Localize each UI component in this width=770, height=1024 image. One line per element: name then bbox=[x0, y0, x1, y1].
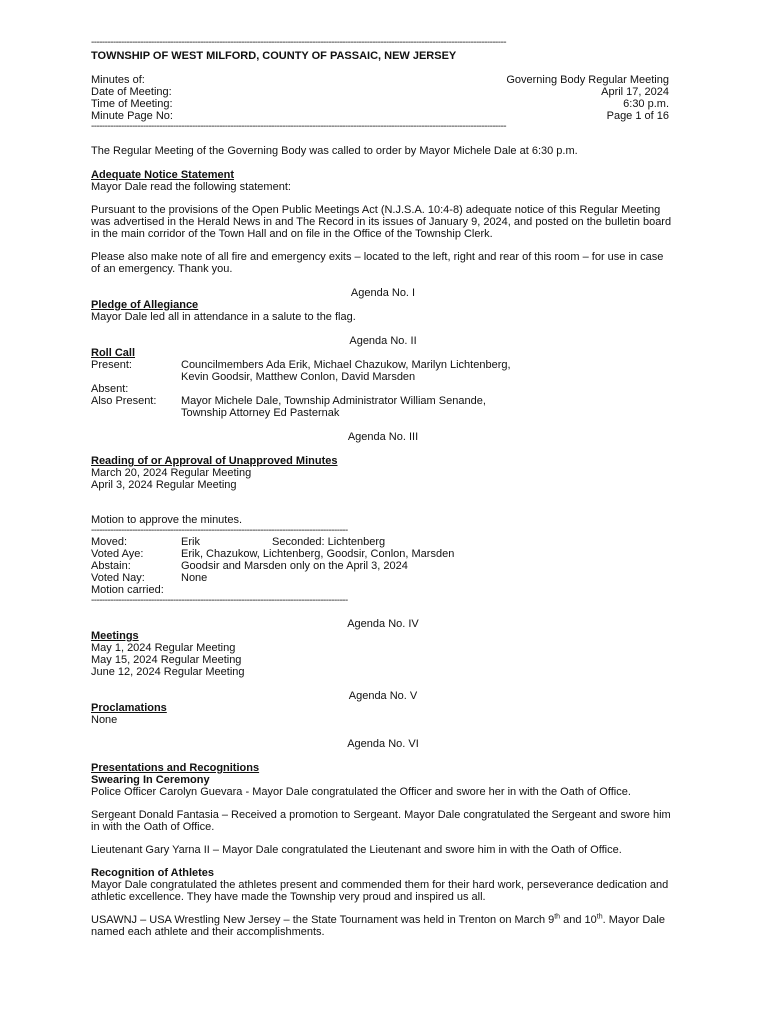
subsection-heading: Recognition of Athletes bbox=[91, 867, 215, 879]
meeting-meta bbox=[91, 74, 675, 122]
meta-label: Time of Meeting: bbox=[91, 98, 173, 110]
roll-value-line: Councilmembers Ada Erik, Michael Chazukow, Marilyn Lichtenberg, bbox=[181, 359, 511, 371]
meta-value: Page 1 of 16 bbox=[606, 110, 669, 122]
divider: ---------------------------------------------------------------------------------------------- bbox=[91, 596, 348, 606]
meta-label: Minutes of: bbox=[91, 74, 145, 86]
minutes-item: March 20, 2024 Regular Meeting bbox=[91, 467, 252, 479]
pledge-text: Mayor Dale led all in attendance in a salute to the flag. bbox=[91, 311, 356, 323]
meta-value: April 17, 2024 bbox=[601, 86, 669, 98]
section-heading: Roll Call bbox=[91, 347, 136, 359]
subsection-heading: Swearing In Ceremony bbox=[91, 774, 210, 786]
minutes-item: April 3, 2024 Regular Meeting bbox=[91, 479, 237, 491]
meetings-section bbox=[91, 630, 675, 678]
roll-value-line: Township Attorney Ed Pasternak bbox=[181, 407, 340, 419]
notice-lead: Mayor Dale read the following statement: bbox=[91, 181, 291, 193]
meta-label: Minute Page No: bbox=[91, 110, 173, 122]
presentation-paragraph: Mayor Dale congratulated the athletes present and commended them for their hard work, perseverance dedication and athletic excellence. They have made the Township very proud and inspired us all. bbox=[91, 879, 669, 903]
vote-row-moved bbox=[91, 536, 675, 548]
divider: -------------------------------------------------------------------------------------------------------------------------------------------------------- bbox=[91, 38, 506, 48]
presentations-section bbox=[91, 762, 675, 938]
vote-seconded: Seconded: Lichtenberg bbox=[272, 536, 386, 548]
motion-text: Motion to approve the minutes. bbox=[91, 514, 243, 526]
document-title: TOWNSHIP OF WEST MILFORD, COUNTY OF PASSAIC, NEW JERSEY bbox=[91, 50, 457, 62]
roll-value bbox=[181, 395, 675, 419]
text-run: and 10 bbox=[560, 914, 597, 926]
meeting-item: May 15, 2024 Regular Meeting bbox=[91, 654, 242, 666]
roll-label: Also Present: bbox=[91, 395, 157, 407]
proclamations-section bbox=[91, 702, 675, 726]
meta-row-minutes-of bbox=[91, 74, 675, 86]
meta-value: 6:30 p.m. bbox=[623, 98, 669, 110]
meta-value: Governing Body Regular Meeting bbox=[506, 74, 669, 86]
motion-carried: Motion carried: bbox=[91, 584, 164, 596]
agenda-number: Agenda No. I bbox=[350, 287, 416, 299]
superscript: th bbox=[554, 913, 561, 921]
meeting-item: May 1, 2024 Regular Meeting bbox=[91, 642, 236, 654]
roll-row-absent bbox=[91, 383, 675, 395]
meta-label: Date of Meeting: bbox=[91, 86, 172, 98]
text-run: . Mayor Dale named each athlete and their accomplishments. bbox=[91, 914, 665, 938]
roll-value bbox=[181, 359, 675, 383]
presentation-paragraph: Sergeant Donald Fantasia – Received a promotion to Sergeant. Mayor Dale congratulated the Sergeant and swore him in with the Oath of Office. bbox=[91, 809, 671, 833]
agenda-number: Agenda No. IV bbox=[347, 618, 419, 630]
proclamations-text: None bbox=[91, 714, 118, 726]
presentation-paragraph bbox=[91, 914, 675, 938]
text-run: USAWNJ – USA Wrestling New Jersey – the State Tournament was held in Trenton on March 9 bbox=[91, 914, 555, 926]
vote-value: None bbox=[181, 572, 208, 584]
vote-value: Erik, Chazukow, Lichtenberg, Goodsir, Conlon, Marsden bbox=[181, 548, 455, 560]
vote-label: Abstain: bbox=[91, 560, 131, 572]
intro-text: The Regular Meeting of the Governing Body was called to order by Mayor Michele Dale at 6:30 p.m. bbox=[91, 145, 578, 157]
agenda-number: Agenda No. III bbox=[347, 431, 419, 443]
agenda-number: Agenda No. II bbox=[349, 335, 417, 347]
section-heading: Presentations and Recognitions bbox=[91, 762, 260, 774]
agenda-number: Agenda No. V bbox=[348, 690, 418, 702]
vote-row-aye bbox=[91, 548, 675, 560]
presentation-paragraph: Lieutenant Gary Yarna II – Mayor Dale congratulated the Lieutenant and swore him in with the Oath of Office. bbox=[91, 844, 622, 856]
notice-section bbox=[91, 169, 675, 275]
vote-row-abstain bbox=[91, 560, 675, 572]
emergency-paragraph: Please also make note of all fire and emergency exits – located to the left, right and rear of this room – for use in case of an emergency. Thank you. bbox=[91, 251, 664, 275]
vote-label: Voted Nay: bbox=[91, 572, 145, 584]
minutes-page bbox=[91, 38, 675, 938]
roll-value-line: Mayor Michele Dale, Township Administrator William Senande, bbox=[181, 395, 486, 407]
minutes-section bbox=[91, 455, 675, 606]
vote-value: Erik bbox=[181, 536, 200, 548]
vote-row-nay bbox=[91, 572, 675, 584]
roll-row-also-present bbox=[91, 395, 675, 419]
roll-label: Present: bbox=[91, 359, 132, 371]
roll-label: Absent: bbox=[91, 383, 129, 395]
meta-row-time bbox=[91, 98, 675, 110]
superscript: th bbox=[596, 913, 603, 921]
roll-row-present bbox=[91, 359, 675, 383]
section-heading: Proclamations bbox=[91, 702, 167, 714]
presentation-paragraph: Police Officer Carolyn Guevara - Mayor Dale congratulated the Officer and swore her in with the Oath of Office. bbox=[91, 786, 631, 798]
meta-row-page bbox=[91, 110, 675, 122]
meta-row-date bbox=[91, 86, 675, 98]
section-heading: Reading of or Approval of Unapproved Minutes bbox=[91, 455, 338, 467]
roll-call-section bbox=[91, 347, 675, 419]
divider: -------------------------------------------------------------------------------------------------------------------------------------------------------- bbox=[91, 122, 506, 132]
roll-value-line: Kevin Goodsir, Matthew Conlon, David Marsden bbox=[181, 371, 416, 383]
divider: ---------------------------------------------------------------------------------------------- bbox=[91, 526, 348, 536]
vote-label: Moved: bbox=[91, 536, 128, 548]
vote-label: Voted Aye: bbox=[91, 548, 144, 560]
meeting-item: June 12, 2024 Regular Meeting bbox=[91, 666, 245, 678]
section-heading: Adequate Notice Statement bbox=[91, 169, 235, 181]
notice-paragraph: Pursuant to the provisions of the Open Public Meetings Act (N.J.S.A. 10:4-8) adequate notice of this Regular Meeting was advertised in the Herald News in and The Record in its issues of January 9, 2024, and posted on the bulletin board in the main corridor of the Town Hall and on file in the Office of the Township Clerk. bbox=[91, 204, 672, 240]
section-heading: Meetings bbox=[91, 630, 139, 642]
section-heading: Pledge of Allegiance bbox=[91, 299, 199, 311]
pledge-section bbox=[91, 299, 675, 323]
agenda-number: Agenda No. VI bbox=[347, 738, 419, 750]
vote-value: Goodsir and Marsden only on the April 3, 2024 bbox=[181, 560, 408, 572]
